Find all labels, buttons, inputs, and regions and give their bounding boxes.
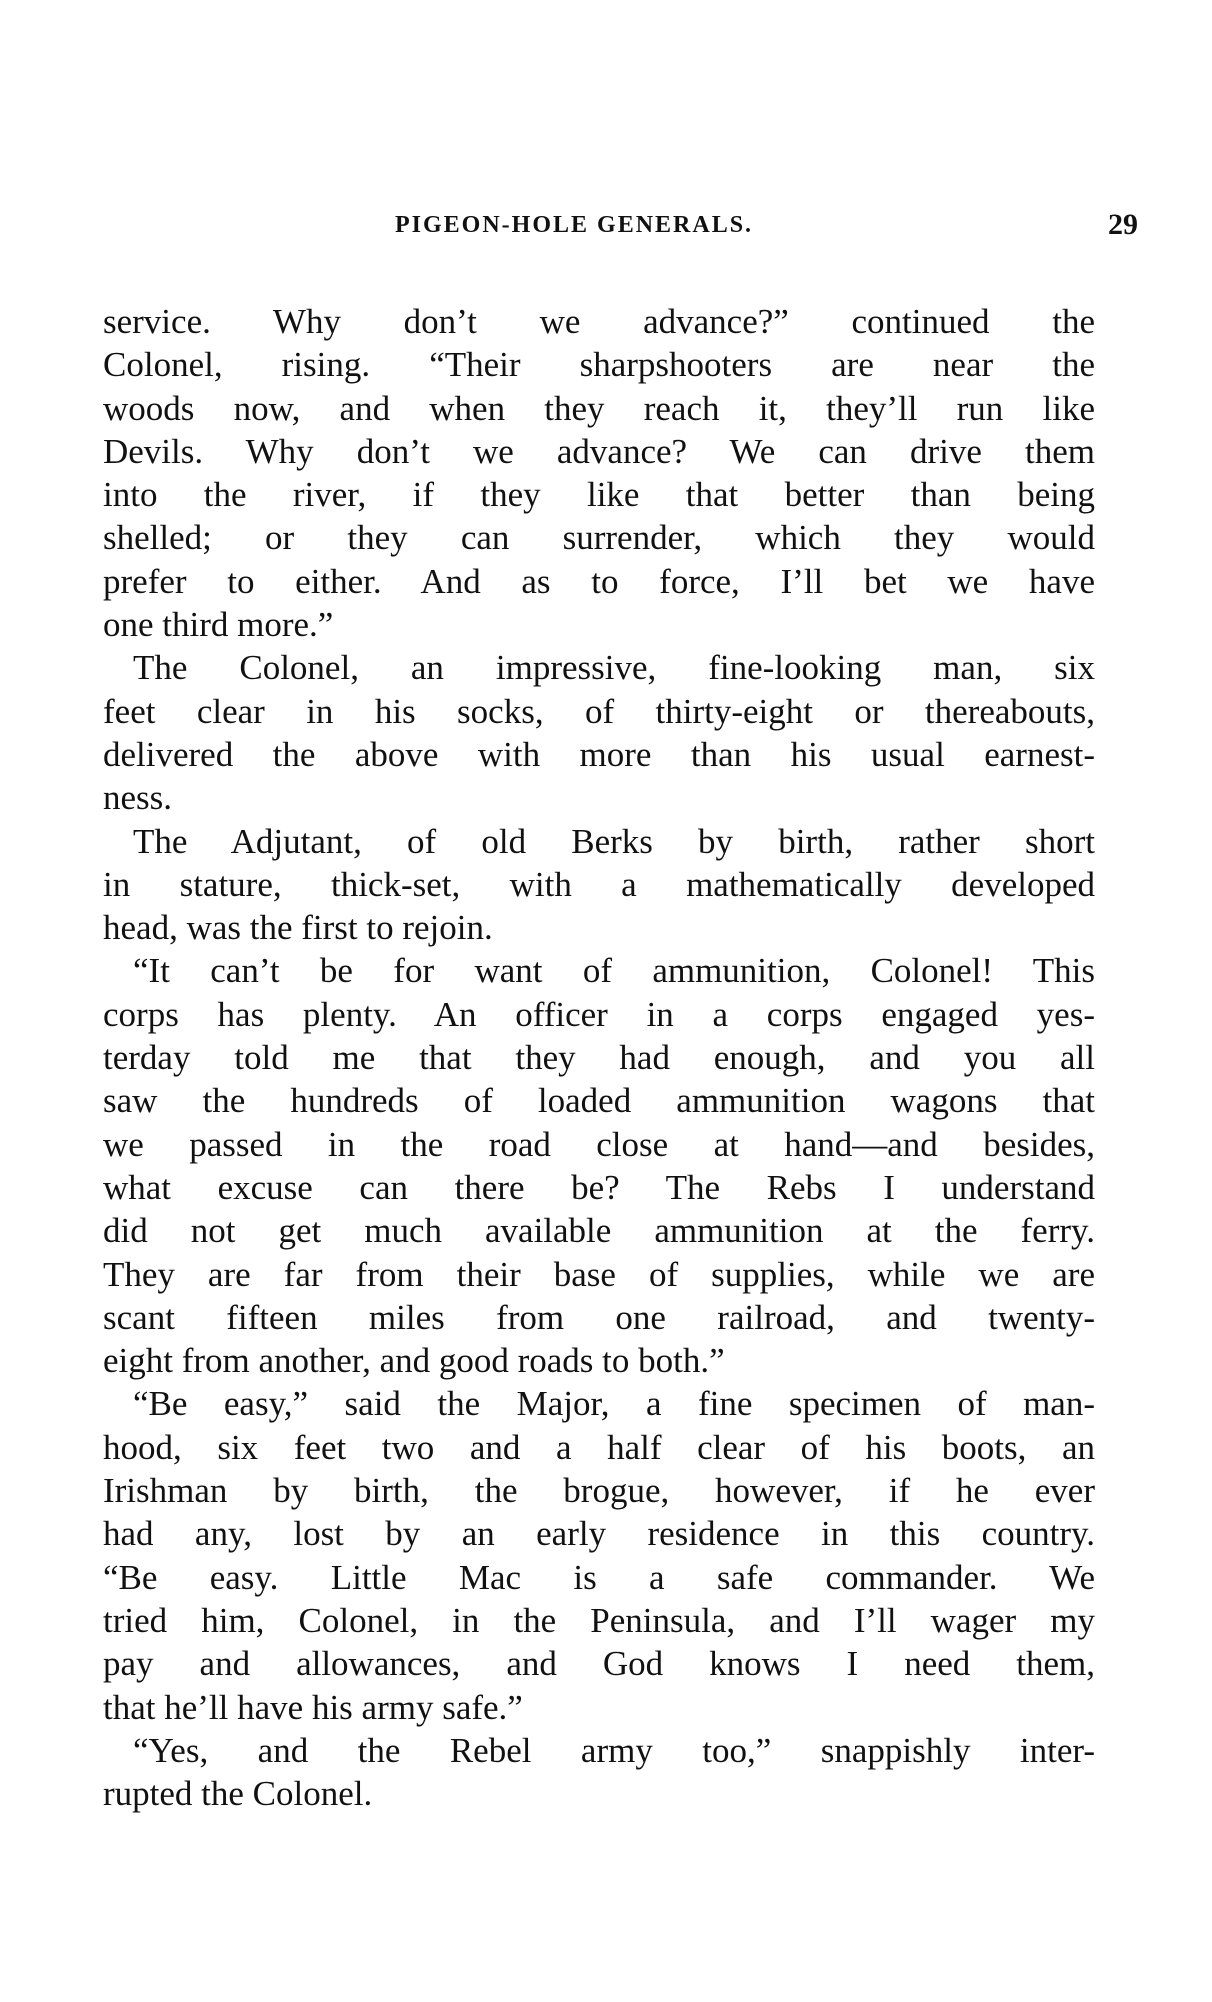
text-line: feet clear in his socks, of thirty-eight or thereabouts, (103, 691, 1095, 731)
text-line: had any, lost by an early residence in this country. (103, 1514, 1095, 1554)
text-line: The Adjutant, of old Berks by birth, rather short (133, 821, 1095, 861)
text-line: “Be easy. Little Mac is a safe commander. We (103, 1557, 1095, 1597)
text-line: one third more.” (103, 605, 334, 645)
text-line: “Be easy,” said the Major, a fine specimen of man- (133, 1384, 1095, 1424)
text-line: service. Why don’t we advance?” continued the (103, 302, 1095, 341)
text-line: that he’ll have his army safe.” (103, 1687, 523, 1727)
text-line: eight from another, and good roads to both.” (103, 1341, 725, 1381)
text-line: head, was the first to rejoin. (103, 908, 493, 948)
text-line: “Yes, and the Rebel army too,” snappishly inter- (133, 1730, 1095, 1770)
text-line: Devils. Why don’t we advance? We can drive them (103, 431, 1095, 471)
text-line: hood, six feet two and a half clear of his boots, an (103, 1427, 1095, 1467)
running-title: PIGEON-HOLE GENERALS. (395, 212, 754, 238)
text-line: corps has plenty. An officer in a corps engaged yes- (103, 994, 1095, 1034)
page-header (0, 208, 1212, 252)
text-line: prefer to either. And as to force, I’ll bet we have (103, 561, 1095, 601)
text-line: did not get much available ammunition at the ferry. (103, 1211, 1095, 1251)
text-line: in stature, thick-set, with a mathematically developed (103, 864, 1095, 904)
text-line: saw the hundreds of loaded ammunition wagons that (103, 1081, 1095, 1121)
text-line: what excuse can there be? The Rebs I understand (103, 1167, 1095, 1207)
text-line: delivered the above with more than his usual earnest- (103, 734, 1095, 774)
text-line: scant fifteen miles from one railroad, and twenty- (103, 1297, 1095, 1337)
text-line: rupted the Colonel. (103, 1774, 373, 1814)
text-line: we passed in the road close at hand—and besides, (103, 1124, 1095, 1164)
text-line: Irishman by birth, the brogue, however, if he ever (103, 1471, 1095, 1511)
text-line: pay and allowances, and God knows I need them, (103, 1644, 1095, 1684)
text-line: tried him, Colonel, in the Peninsula, and I’ll wager my (103, 1600, 1095, 1640)
text-line: “It can’t be for want of ammunition, Colonel! This (133, 951, 1095, 991)
text-line: shelled; or they can surrender, which they would (103, 518, 1095, 558)
text-line: terday told me that they had enough, and you all (103, 1038, 1095, 1078)
text-line: woods now, and when they reach it, they’ll run like (103, 388, 1095, 428)
body-text (103, 300, 1095, 1815)
text-line: ness. (103, 778, 173, 818)
text-line: Colonel, rising. “Their sharpshooters are near the (103, 345, 1095, 385)
text-line: The Colonel, an impressive, fine-looking man, six (133, 648, 1095, 688)
page-number: 29 (1108, 208, 1138, 241)
text-line: They are far from their base of supplies, while we are (103, 1254, 1095, 1294)
text-line: into the river, if they like that better than being (103, 475, 1095, 515)
